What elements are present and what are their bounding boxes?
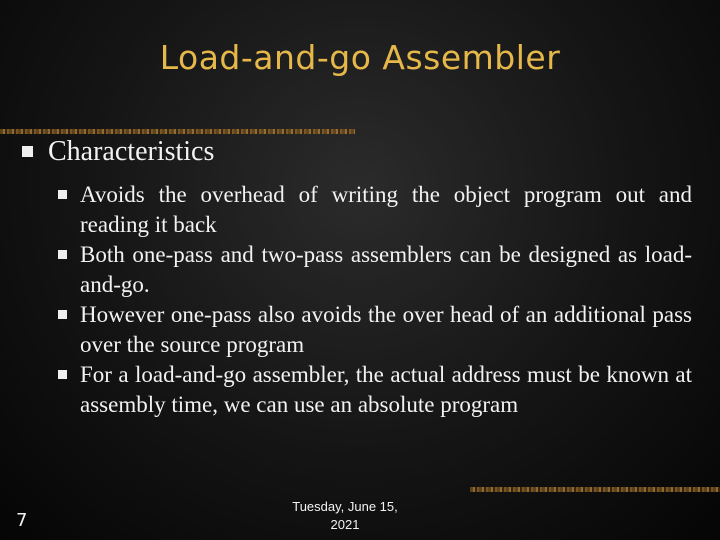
sub-bullet-text: Avoids the overhead of writing the object program out and reading it back <box>80 182 692 237</box>
sub-bullet-item <box>56 240 692 300</box>
sub-bullet-item <box>56 360 692 420</box>
sub-bullet-item <box>56 300 692 360</box>
sub-bullet-list <box>56 180 692 420</box>
date-line-1: Tuesday, June 15, <box>292 499 398 514</box>
main-bullet-text: Characteristics <box>48 136 215 167</box>
bullet-square-icon <box>58 190 67 199</box>
slide-title: Load-and-go Assembler <box>159 38 561 77</box>
bullet-square-icon <box>58 310 67 319</box>
sub-bullet-text: However one-pass also avoids the over head of an additional pass over the source program <box>80 302 692 357</box>
bullet-square-icon <box>58 370 67 379</box>
decorative-rule-bottom <box>470 487 720 492</box>
sub-bullet-text: For a load-and-go assembler, the actual address must be known at assembly time, we can use an absolute program <box>80 362 692 417</box>
slide-number: 7 <box>16 510 28 531</box>
decorative-rule-top <box>0 129 355 134</box>
slide-date <box>270 498 420 534</box>
sub-bullet-text: Both one-pass and two-pass assemblers can be designed as load-and-go. <box>80 242 692 297</box>
bullet-square-icon <box>58 250 67 259</box>
bullet-square-icon <box>22 146 33 157</box>
date-line-2: 2021 <box>330 517 360 532</box>
sub-bullet-item <box>56 180 692 240</box>
